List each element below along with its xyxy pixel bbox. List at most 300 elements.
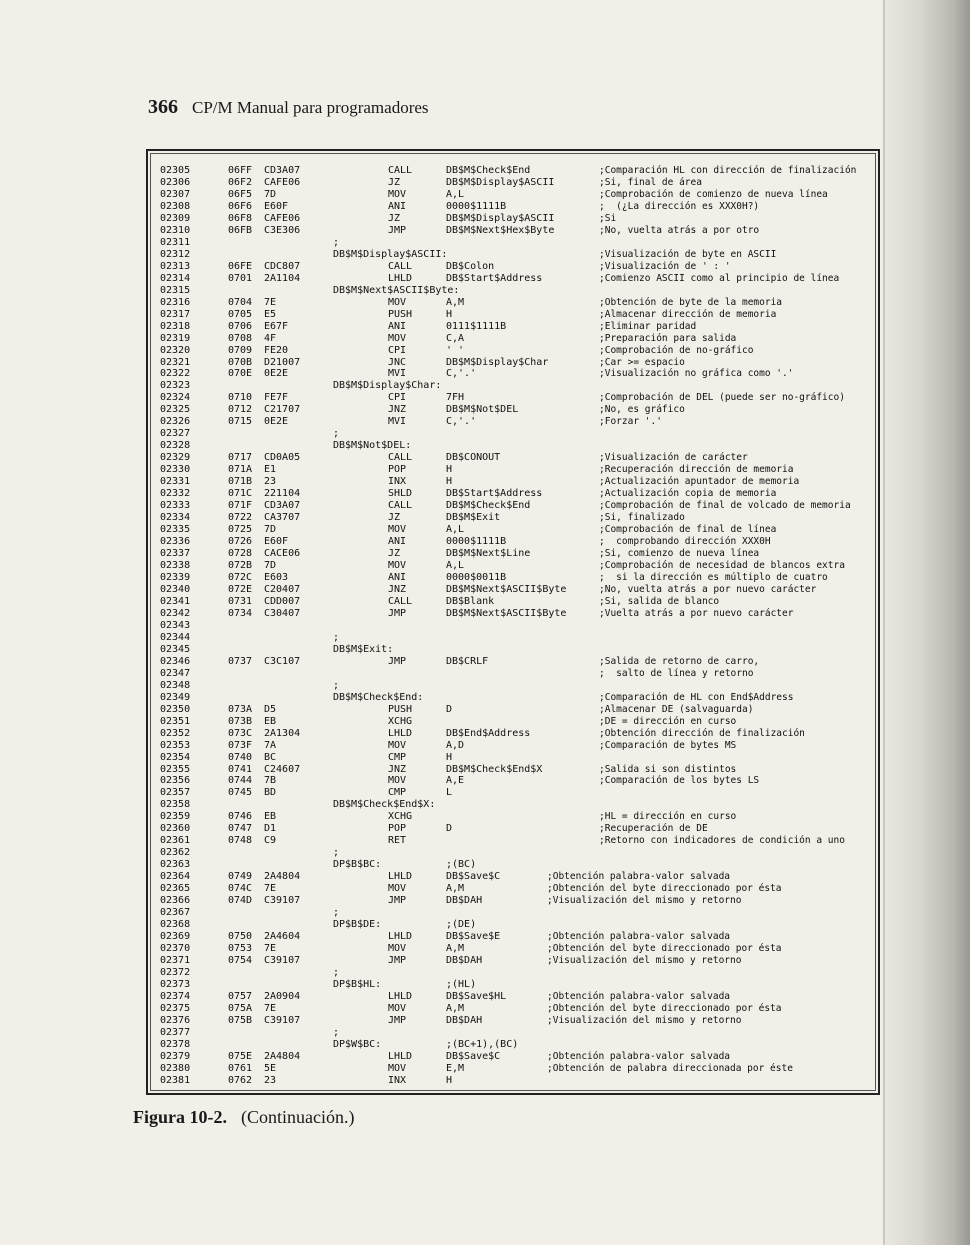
comment: ;Obtención palabra-valor salvada [547, 931, 731, 943]
line-number: 02328 [160, 440, 191, 452]
line-number: 02349 [160, 691, 191, 703]
comment: ; comprobando dirección XXX0H [599, 536, 771, 548]
opcode: ANI [388, 200, 407, 212]
address: 0715 [228, 416, 253, 428]
comment: ;Visualización no gráfica como '.' [599, 368, 794, 380]
line-number: 02332 [160, 488, 191, 500]
label: ; [333, 847, 340, 859]
object-code: CD3A07 [264, 165, 301, 176]
object-code: 2A4804 [264, 871, 301, 883]
line-number: 02346 [160, 655, 191, 667]
object-code: D1 [264, 823, 277, 835]
object-code: E67F [264, 320, 289, 332]
comment: ;Obtención del byte direccionado por ésta [547, 1002, 782, 1014]
opcode: ANI [388, 536, 407, 548]
object-code: E60F [264, 200, 289, 212]
line-number: 02340 [160, 583, 191, 595]
operand: 0000$0011B [446, 571, 507, 583]
opcode: CALL [388, 595, 413, 607]
figure-caption [133, 1107, 354, 1128]
object-code: C9 [264, 835, 277, 847]
opcode: JZ [388, 176, 401, 188]
line-number: 02343 [160, 619, 191, 631]
line-number: 02306 [160, 176, 191, 188]
operand: C,A [446, 332, 465, 344]
address: 070E [228, 368, 253, 380]
line-number: 02309 [160, 212, 191, 224]
address: 0701 [228, 272, 253, 284]
object-code: E603 [264, 571, 289, 583]
line-number: 02323 [160, 380, 191, 392]
address: 0741 [228, 763, 253, 775]
address: 06FE [228, 260, 253, 272]
operand: H [446, 308, 453, 320]
address: 0761 [228, 1062, 253, 1074]
comment: ;Obtención palabra-valor salvada [547, 871, 731, 883]
comment: ;Comprobación de final de volcado de memoria [599, 500, 851, 512]
opcode: LHLD [388, 272, 413, 284]
label: ; [333, 1026, 340, 1038]
comment: ;Almacenar dirección de memoria [599, 308, 777, 320]
object-code: 2A1304 [264, 727, 301, 739]
opcode: PUSH [388, 703, 413, 715]
line-number: 02353 [160, 739, 191, 751]
operand: A,M [446, 296, 465, 308]
opcode: MOV [388, 1062, 407, 1074]
opcode: CMP [388, 751, 407, 763]
operand: DB$CRLF [446, 655, 489, 667]
comment: ;Retorno con indicadores de condición a uno [599, 835, 845, 847]
address: 0745 [228, 787, 253, 799]
line-number: 02362 [160, 847, 191, 859]
line-number: 02311 [160, 236, 191, 248]
object-code: CDC807 [264, 260, 301, 272]
comment: ;DE = dirección en curso [599, 715, 737, 727]
object-code: CD3A07 [264, 500, 301, 512]
opcode: CALL [388, 165, 413, 176]
operand: DB$DAH [446, 1014, 483, 1026]
opcode: MOV [388, 560, 407, 571]
line-number: 02355 [160, 763, 191, 775]
line-number: 02366 [160, 895, 191, 907]
line-number: 02336 [160, 536, 191, 548]
line-number: 02315 [160, 284, 191, 296]
comment: ;Actualización copia de memoria [599, 488, 777, 500]
object-code: 2A4604 [264, 931, 301, 943]
address: 06FB [228, 224, 253, 236]
address: 071B [228, 476, 253, 488]
operand: 0000$1111B [446, 200, 507, 212]
comment: ;Comprobación de comienzo de nueva línea [599, 188, 828, 200]
operand: H [446, 751, 453, 763]
address: 0705 [228, 308, 253, 320]
opcode: XCHG [388, 811, 413, 823]
object-code: C21707 [264, 404, 301, 416]
line-number: 02331 [160, 476, 191, 488]
operand: DB$CONOUT [446, 452, 501, 464]
opcode: ANI [388, 320, 407, 332]
address: 071A [228, 464, 253, 476]
comment: ;Salida de retorno de carro, [599, 655, 760, 667]
line-number: 02373 [160, 978, 191, 990]
opcode: JMP [388, 607, 407, 619]
operand: 0000$1111B [446, 536, 507, 548]
line-number: 02325 [160, 404, 191, 416]
operand: ;(HL) [446, 978, 477, 990]
object-code: 7A [264, 739, 277, 751]
object-code: 7E [264, 296, 277, 308]
opcode: INX [388, 476, 407, 488]
address: 073C [228, 727, 253, 739]
operand: H [446, 464, 453, 476]
object-code: 5E [264, 1062, 277, 1074]
operand: DB$Save$C [446, 1050, 501, 1062]
address: 0747 [228, 823, 253, 835]
operand: DB$M$Next$ASCII$Byte [446, 583, 567, 595]
operand: A,L [446, 188, 465, 200]
comment: ;Visualización de byte en ASCII [599, 248, 777, 260]
line-number: 02316 [160, 296, 191, 308]
comment: ;Comprobación de necesidad de blancos extra [599, 560, 845, 571]
opcode: XCHG [388, 715, 413, 727]
comment: ;Comparación HL con dirección de finalización [599, 165, 857, 176]
object-code: E1 [264, 464, 277, 476]
object-code: 7D [264, 188, 277, 200]
object-code: CD0A05 [264, 452, 301, 464]
object-code: 221104 [264, 488, 301, 500]
opcode: SHLD [388, 488, 413, 500]
line-number: 02312 [160, 248, 191, 260]
comment: ;Salida si son distintos [599, 763, 737, 775]
opcode: MVI [388, 368, 407, 380]
line-number: 02377 [160, 1026, 191, 1038]
operand: DB$M$Next$Line [446, 548, 531, 560]
object-code: E5 [264, 308, 277, 320]
line-number: 02364 [160, 871, 191, 883]
line-number: 02308 [160, 200, 191, 212]
comment: ;Visualización del mismo y retorno [547, 1014, 742, 1026]
line-number: 02370 [160, 943, 191, 955]
comment: ;Comienzo ASCII como al principio de línea [599, 272, 840, 284]
line-number: 02368 [160, 919, 191, 931]
object-code: EB [264, 811, 277, 823]
operand: D [446, 703, 453, 715]
address: 0748 [228, 835, 253, 847]
address: 074C [228, 883, 253, 895]
opcode: JZ [388, 548, 401, 560]
label: ; [333, 966, 340, 978]
label: ; [333, 631, 340, 643]
opcode: JNZ [388, 763, 407, 775]
line-number: 02363 [160, 859, 191, 871]
object-code: 7D [264, 524, 277, 536]
operand: A,L [446, 560, 465, 571]
operand: DB$Colon [446, 260, 495, 272]
label: DP$B$BC: [333, 859, 382, 871]
line-number: 02352 [160, 727, 191, 739]
object-code: CACE06 [264, 548, 301, 560]
address: 06FF [228, 165, 253, 176]
address: 0740 [228, 751, 253, 763]
address: 073A [228, 703, 253, 715]
object-code: 7D [264, 560, 277, 571]
object-code: 2A4804 [264, 1050, 301, 1062]
opcode: INX [388, 1074, 407, 1086]
line-number: 02371 [160, 955, 191, 967]
object-code: 23 [264, 476, 277, 488]
opcode: MOV [388, 524, 407, 536]
operand: A,D [446, 739, 465, 751]
object-code: C39107 [264, 1014, 301, 1026]
opcode: JMP [388, 655, 407, 667]
operand: H [446, 1074, 453, 1086]
object-code: BD [264, 787, 277, 799]
address: 074D [228, 895, 253, 907]
line-number: 02345 [160, 643, 191, 655]
line-number: 02305 [160, 165, 191, 176]
line-number: 02379 [160, 1050, 191, 1062]
comment: ;Almacenar DE (salvaguarda) [599, 703, 754, 715]
address: 075B [228, 1014, 253, 1026]
opcode: MOV [388, 943, 407, 955]
comment: ;Recuperación dirección de memoria [599, 464, 794, 476]
line-number: 02317 [160, 308, 191, 320]
comment: ;Obtención dirección de finalización [599, 727, 805, 739]
line-number: 02374 [160, 990, 191, 1002]
figure-caption-text: (Continuación.) [241, 1107, 355, 1127]
comment: ;Visualización del mismo y retorno [547, 955, 742, 967]
opcode: CPI [388, 392, 407, 404]
line-number: 02318 [160, 320, 191, 332]
object-code: 4F [264, 332, 277, 344]
address: 0725 [228, 524, 253, 536]
opcode: JMP [388, 1014, 407, 1026]
label: DB$M$Not$DEL: [333, 440, 412, 452]
comment: ;Obtención palabra-valor salvada [547, 1050, 731, 1062]
comment: ;Visualización del mismo y retorno [547, 895, 742, 907]
operand: A,L [446, 524, 465, 536]
line-number: 02369 [160, 931, 191, 943]
comment: ;Si, finalizado [599, 512, 685, 524]
label: DB$M$Check$End$X: [333, 799, 436, 811]
opcode: MOV [388, 739, 407, 751]
operand: DB$Start$Address [446, 272, 543, 284]
line-number: 02314 [160, 272, 191, 284]
opcode: MOV [388, 775, 407, 787]
comment: ;No, vuelta atrás a por otro [599, 224, 760, 236]
object-code: C39107 [264, 895, 301, 907]
address: 0749 [228, 871, 253, 883]
address: 0709 [228, 344, 253, 356]
comment: ;Comparación de bytes MS [599, 739, 737, 751]
opcode: CMP [388, 787, 407, 799]
address: 0737 [228, 655, 253, 667]
address: 0706 [228, 320, 253, 332]
object-code: 7E [264, 943, 277, 955]
object-code: 7E [264, 1002, 277, 1014]
address: 072C [228, 571, 253, 583]
label: DP$B$DE: [333, 919, 382, 931]
opcode: JNC [388, 356, 407, 368]
line-number: 02351 [160, 715, 191, 727]
address: 073B [228, 715, 253, 727]
line-number: 02330 [160, 464, 191, 476]
opcode: RET [388, 835, 407, 847]
operand: ' ' [446, 344, 465, 356]
object-code: 2A1104 [264, 272, 301, 284]
line-number: 02324 [160, 392, 191, 404]
operand: 0111$1111B [446, 320, 507, 332]
operand: DB$DAH [446, 895, 483, 907]
opcode: MOV [388, 296, 407, 308]
address: 06F5 [228, 188, 253, 200]
opcode: MOV [388, 883, 407, 895]
address: 0717 [228, 452, 253, 464]
address: 0750 [228, 931, 253, 943]
opcode: JZ [388, 512, 401, 524]
line-number: 02348 [160, 679, 191, 691]
operand: DB$M$Not$DEL [446, 404, 519, 416]
operand: C,'.' [446, 368, 477, 380]
address: 075A [228, 1002, 253, 1014]
label: DB$M$Display$Char: [333, 380, 442, 392]
operand: DB$M$Display$ASCII [446, 212, 555, 224]
address: 073F [228, 739, 253, 751]
label: ; [333, 907, 340, 919]
operand: DB$DAH [446, 955, 483, 967]
line-number: 02378 [160, 1038, 191, 1050]
comment: ;Obtención palabra-valor salvada [547, 990, 731, 1002]
figure-label: Figura 10-2. [133, 1107, 227, 1127]
label: ; [333, 679, 340, 691]
opcode: PUSH [388, 308, 413, 320]
object-code: FE7F [264, 392, 289, 404]
address: 0708 [228, 332, 253, 344]
line-number: 02359 [160, 811, 191, 823]
operand: DB$M$Display$ASCII [446, 176, 555, 188]
opcode: LHLD [388, 990, 413, 1002]
address: 06F6 [228, 200, 253, 212]
line-number: 02313 [160, 260, 191, 272]
object-code: 0E2E [264, 368, 289, 380]
comment: ;Si [599, 212, 617, 224]
opcode: MOV [388, 332, 407, 344]
comment: ;Preparación para salida [599, 332, 737, 344]
line-number: 02356 [160, 775, 191, 787]
operand: ;(BC) [446, 859, 477, 871]
operand: DB$Blank [446, 595, 495, 607]
operand: DB$Save$C [446, 871, 501, 883]
line-number: 02367 [160, 907, 191, 919]
opcode: LHLD [388, 1050, 413, 1062]
address: 0762 [228, 1074, 253, 1086]
address: 0722 [228, 512, 253, 524]
object-code: E60F [264, 536, 289, 548]
comment: ;Visualización de carácter [599, 452, 748, 464]
object-code: 2A0904 [264, 990, 301, 1002]
opcode: POP [388, 823, 407, 835]
object-code: 23 [264, 1074, 277, 1086]
label: DB$M$Check$End: [333, 691, 424, 703]
address: 075E [228, 1050, 253, 1062]
operand: DB$Save$E [446, 931, 501, 943]
line-number: 02327 [160, 428, 191, 440]
address: 072E [228, 583, 253, 595]
line-number: 02307 [160, 188, 191, 200]
line-number: 02337 [160, 548, 191, 560]
address: 071C [228, 488, 253, 500]
line-number: 02361 [160, 835, 191, 847]
opcode: LHLD [388, 931, 413, 943]
object-code: C39107 [264, 955, 301, 967]
comment: ;Actualización apuntador de memoria [599, 476, 800, 488]
address: 06F2 [228, 176, 253, 188]
address: 0710 [228, 392, 253, 404]
operand: E,M [446, 1062, 465, 1074]
label: ; [333, 428, 340, 440]
opcode: MOV [388, 188, 407, 200]
comment: ;Car >= espacio [599, 356, 685, 368]
opcode: MOV [388, 1002, 407, 1014]
operand: D [446, 823, 453, 835]
address: 0728 [228, 548, 253, 560]
object-code: 7E [264, 883, 277, 895]
line-number: 02354 [160, 751, 191, 763]
object-code: C24607 [264, 763, 301, 775]
comment: ;Forzar '.' [599, 416, 662, 428]
comment: ;Vuelta atrás a por nuevo carácter [599, 607, 794, 619]
object-code: FE20 [264, 344, 289, 356]
label: DP$W$BC: [333, 1038, 382, 1050]
line-number: 02381 [160, 1074, 191, 1086]
line-number: 02360 [160, 823, 191, 835]
label: DB$M$Next$ASCII$Byte: [333, 284, 460, 296]
address: 072B [228, 560, 253, 571]
operand: A,E [446, 775, 465, 787]
line-number: 02339 [160, 571, 191, 583]
line-number: 02342 [160, 607, 191, 619]
address: 0754 [228, 955, 253, 967]
object-code: C3E306 [264, 224, 301, 236]
comment: ;Si, comienzo de nueva línea [599, 548, 760, 560]
object-code: CAFE06 [264, 176, 301, 188]
address: 0744 [228, 775, 253, 787]
operand: DB$M$Exit [446, 512, 501, 524]
address: 0757 [228, 990, 253, 1002]
line-number: 02375 [160, 1002, 191, 1014]
line-number: 02372 [160, 966, 191, 978]
object-code: D5 [264, 703, 277, 715]
line-number: 02310 [160, 224, 191, 236]
address: 06F8 [228, 212, 253, 224]
comment: ;Eliminar paridad [599, 320, 697, 332]
address: 070B [228, 356, 253, 368]
operand: DB$M$Check$End$X [446, 763, 543, 775]
label: DP$B$HL: [333, 978, 382, 990]
object-code: BC [264, 751, 277, 763]
opcode: POP [388, 464, 407, 476]
operand: A,M [446, 883, 465, 895]
label: DB$M$Display$ASCII: [333, 248, 448, 260]
opcode: LHLD [388, 727, 413, 739]
book-title: CP/M Manual para programadores [192, 98, 429, 117]
address: 0734 [228, 607, 253, 619]
object-code: C20407 [264, 583, 301, 595]
operand: ;(DE) [446, 919, 477, 931]
operand: ;(BC+1),(BC) [446, 1038, 519, 1050]
page-binding-shadow [885, 0, 970, 1245]
opcode: CALL [388, 260, 413, 272]
